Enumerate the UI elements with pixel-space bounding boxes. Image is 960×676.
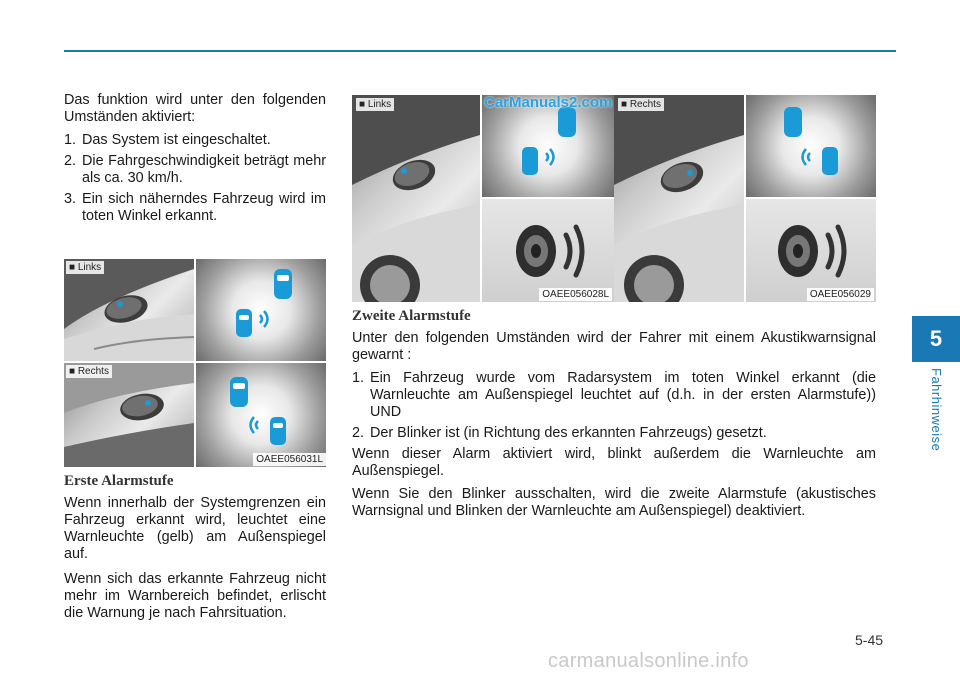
mirror-panel-left <box>64 259 194 361</box>
step-item <box>352 425 876 442</box>
section-title-first-alarm: Erste Alarmstufe <box>64 473 174 489</box>
figure-label-rechts: ■ Rechts <box>66 365 112 378</box>
burst-panel-right <box>196 363 326 467</box>
car-mirror-icon <box>614 95 744 302</box>
speaker-panel <box>482 199 614 302</box>
first-alarm-paragraph: Wenn innerhalb der Systemgrenzen ein Fahrzeug erkannt wird, leuchtet eine Warnleuchte (gelb) am Außenspiegel auf. <box>64 495 326 562</box>
speaker-icon <box>746 199 876 302</box>
step-number: 1. <box>64 132 77 148</box>
first-alarm-figure <box>64 259 326 467</box>
step-number: 2. <box>352 425 365 441</box>
burst-panel <box>746 95 876 197</box>
car-mirror-icon <box>64 259 194 361</box>
first-alarm-section <box>64 473 326 622</box>
step-item <box>64 153 326 187</box>
car-mirror-icon <box>352 95 480 302</box>
second-alarm-intro: Unter den folgenden Umständen wird der Fahrer mit einem Akustikwarnsignal gewarnt : <box>352 330 876 363</box>
step-item <box>352 370 876 421</box>
figure-label-rechts: ■ Rechts <box>618 98 664 111</box>
figure-code: OAEE056028L <box>539 288 612 301</box>
mirror-panel-right <box>64 363 194 467</box>
page-number: 5-45 <box>855 632 884 648</box>
first-alarm-paragraph: Wenn sich das erkannte Fahrzeug nicht mehr im Warnbereich befindet, erlischt die Warnung je nach Fahrsituation. <box>64 571 326 621</box>
speaker-icon <box>482 199 614 302</box>
burst-panel-left <box>196 259 326 361</box>
figure-label-links: ■ Links <box>66 261 104 274</box>
speaker-panel <box>746 199 876 302</box>
second-alarm-paragraph: Wenn Sie den Blinker ausschalten, wird die zweite Alarmstufe (akustisches Warnsignal und Blinken der Warnleuchte am Außenspiegel) deaktiviert. <box>352 486 876 519</box>
site-watermark: carmanualsonline.info <box>548 650 749 672</box>
car-mirror-icon <box>64 363 194 467</box>
second-alarm-figure-right <box>614 95 876 302</box>
car-side-panel <box>614 95 744 302</box>
section-title-second-alarm: Zweite Alarmstufe <box>352 308 471 324</box>
second-alarm-paragraph: Wenn dieser Alarm aktiviert wird, blinkt außerdem die Warnleuchte am Außenspiegel. <box>352 446 876 479</box>
step-number: 3. <box>64 191 77 207</box>
blind-spot-car-icon <box>746 95 876 197</box>
top-rule <box>64 50 896 52</box>
step-number: 1. <box>352 370 365 386</box>
second-alarm-figure-left <box>352 95 614 302</box>
chapter-label: Fahrhinweise <box>929 368 944 452</box>
step-text: Die Fahrgeschwindigkeit beträgt mehr als ca. 30 km/h. <box>82 153 326 186</box>
left-intro: Das funktion wird unter den folgenden Umständen aktiviert: <box>64 92 326 125</box>
step-item <box>64 191 326 225</box>
chapter-tab <box>912 316 960 362</box>
figure-code: OAEE056029 <box>807 288 874 301</box>
car-side-panel <box>352 95 480 302</box>
left-column <box>64 92 326 229</box>
chapter-number: 5 <box>929 326 943 351</box>
step-text: Ein Fahrzeug wurde vom Radarsystem im toten Winkel erkannt (die Warnleuchte am Außenspiegel leuchtet auf (d.h. in der ersten Alarmstufe)) UND <box>370 370 876 420</box>
figure-label-links: ■ Links <box>356 98 394 111</box>
second-alarm-steps <box>352 370 876 442</box>
step-text: Der Blinker ist (in Richtung des erkannten Fahrzeugs) gesetzt. <box>370 425 767 441</box>
step-text: Das System ist eingeschaltet. <box>82 132 271 148</box>
second-alarm-section <box>352 308 876 520</box>
blind-spot-car-icon <box>196 363 326 467</box>
step-text: Ein sich näherndes Fahrzeug wird im toten Winkel erkannt. <box>82 191 326 224</box>
activation-steps <box>64 132 326 225</box>
figure-code: OAEE056031L <box>253 453 326 466</box>
watermark: CarManuals2.com <box>484 94 613 111</box>
step-item <box>64 132 326 149</box>
blind-spot-car-icon <box>196 259 326 361</box>
step-number: 2. <box>64 153 77 169</box>
